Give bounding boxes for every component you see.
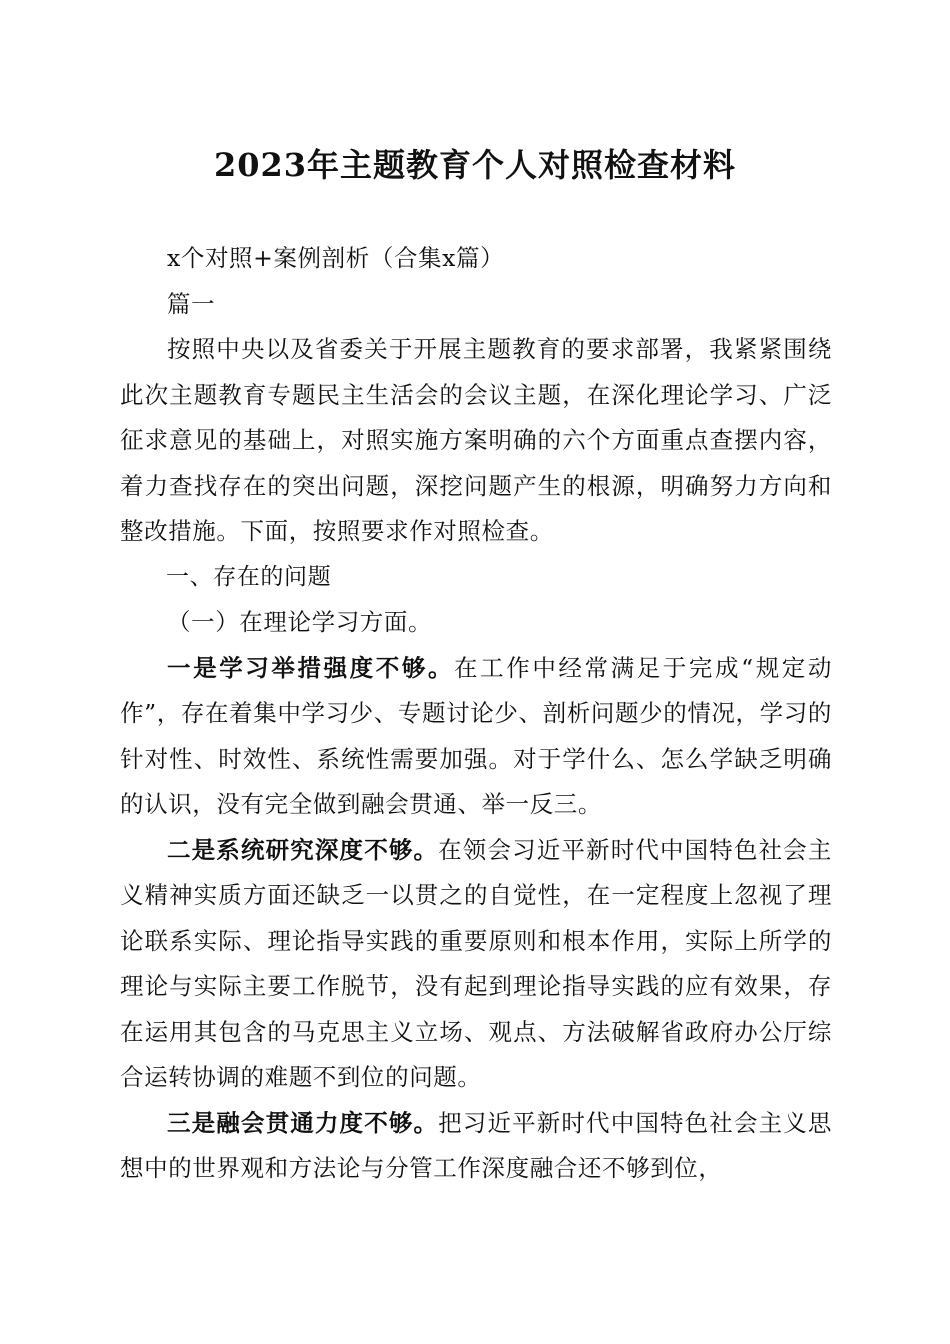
document-body: [120, 236, 832, 1192]
item-body-1: 在工作中经常满足于完成“规定动作”，存在着集中学习少、专题讨论少、剖析问题少的情况，学习的针对性、时效性、系统性需要加强。对于学什么、怎么学缺乏明确的认识，没有完全做到融会贯通、举一反三。: [120, 653, 832, 818]
item-paragraph-1: [120, 646, 832, 828]
item-lead-3: 三是融会贯通力度不够。: [167, 1108, 439, 1137]
intro-paragraph: 按照中央以及省委关于开展主题教育的要求部署，我紧紧围绕此次主题教育专题民主生活会的会议主题，在深化理论学习、广泛征求意见的基础上，对照实施方案明确的六个方面重点查摆内容，着力查找存在的突出问题，深挖问题产生的根源，明确努力方向和整改措施。下面，按照要求作对照检查。: [120, 335, 832, 545]
section-heading: 一、存在的问题: [166, 563, 332, 590]
item-lead-2: 二是系统研究深度不够。: [167, 835, 439, 864]
item-paragraph-2: [120, 828, 832, 1101]
item-body-2: 在领会习近平新时代中国特色社会主义精神实质方面还缺乏一以贯之的自觉性，在一定程度上忽视了理论联系实际、理论指导实践的重要原则和根本作用，实际上所学的理论与实际主要工作脱节，没有起到理论指导实践的应有效果，存在运用其包含的马克思主义立场、观点、方法破解省政府办公厅综合运转协调的难题不到位的问题。: [120, 835, 832, 1091]
document-title: 2023年主题教育个人对照检查材料: [213, 146, 737, 184]
item-lead-1: 一是学习举措强度不够。: [167, 653, 455, 682]
item-body-3: 把习近平新时代中国特色社会主义思想中的世界观和方法论与分管工作深度融合还不够到位，: [120, 1108, 832, 1182]
part-label: 篇一: [167, 289, 216, 318]
subsection-heading: （一）在理论学习方面。: [167, 608, 433, 636]
document-subtitle: x个对照+案例剖析（合集x篇）: [167, 244, 505, 272]
item-paragraph-3: [120, 1101, 832, 1192]
